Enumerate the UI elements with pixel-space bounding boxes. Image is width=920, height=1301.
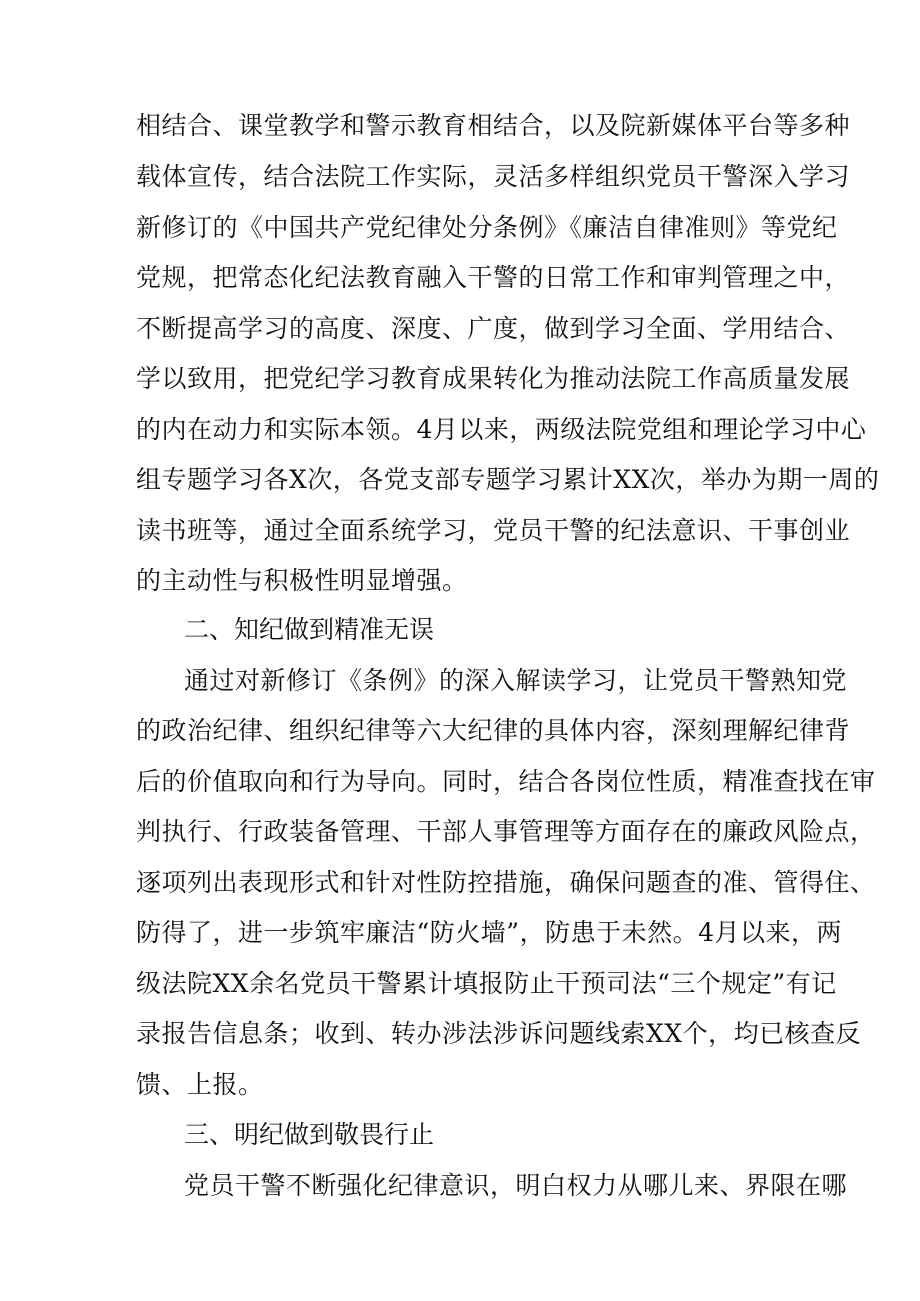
paragraph-2-line-7: 级法院XX余名党员干警累计填报防止干预司法“三个规定”有记	[136, 969, 837, 998]
paragraph-2-line-8: 录报告信息条；收到、转办涉法涉诉问题线索XX个，均已核查反	[136, 1019, 862, 1048]
paragraph-1-line-5: 不断提高学习的高度、深度、广度，做到学习全面、学用结合、	[136, 314, 851, 343]
paragraph-2-line-2: 的政治纪律、组织纪律等六大纪律的具体内容，深刻理解纪律背	[136, 716, 851, 745]
paragraph-2-line-4: 判执行、行政装备管理、干部人事管理等方面存在的廉政风险点，	[136, 817, 876, 846]
paragraph-1-line-6: 学以致用，把党纪学习教育成果转化为推动法院工作高质量发展	[136, 364, 851, 393]
paragraph-1-line-3: 新修订的《中国共产党纪律处分条例》《廉洁自律准则》等党纪	[136, 213, 838, 242]
paragraph-3-line-1: 党员干警不断强化纪律意识，明白权力从哪儿来、界限在哪	[184, 1171, 848, 1200]
section-heading-3: 三、明纪做到敬畏行止	[184, 1120, 435, 1149]
section-heading-2: 二、知纪做到精准无误	[184, 615, 435, 644]
paragraph-1-line-7: 的内在动力和实际本领。4月以来，两级法院党组和理论学习中心	[136, 415, 867, 444]
paragraph-2-line-5: 逐项列出表现形式和针对性防控措施，确保问题查的准、管得住、	[136, 868, 876, 897]
paragraph-2-line-6: 防得了，进一步筑牢廉洁“防火墙”，防患于未然。4月以来，两	[136, 918, 842, 947]
paragraph-1-line-1: 相结合、课堂教学和警示教育相结合，以及院新媒体平台等多种	[136, 111, 851, 140]
paragraph-2-line-1: 通过对新修订《条例》的深入解读学习，让党员干警熟知党	[184, 666, 848, 695]
paragraph-1-line-10: 的主动性与积极性明显增强。	[136, 566, 468, 595]
paragraph-2-line-3: 后的价值取向和行为导向。同时，结合各岗位性质，精准查找在审	[136, 767, 876, 796]
paragraph-1-line-4: 党规，把常态化纪法教育融入干警的日常工作和审判管理之中，	[136, 263, 851, 292]
paragraph-1-line-9: 读书班等，通过全面系统学习，党员干警的纪法意识、干事创业	[136, 516, 851, 545]
paragraph-1-line-2: 载体宣传，结合法院工作实际，灵活多样组织党员干警深入学习	[136, 162, 851, 191]
paragraph-2-line-9: 馈、上报。	[136, 1070, 264, 1099]
paragraph-1-line-8: 组专题学习各X次，各党支部专题学习累计XX次，举办为期一周的	[136, 465, 880, 494]
